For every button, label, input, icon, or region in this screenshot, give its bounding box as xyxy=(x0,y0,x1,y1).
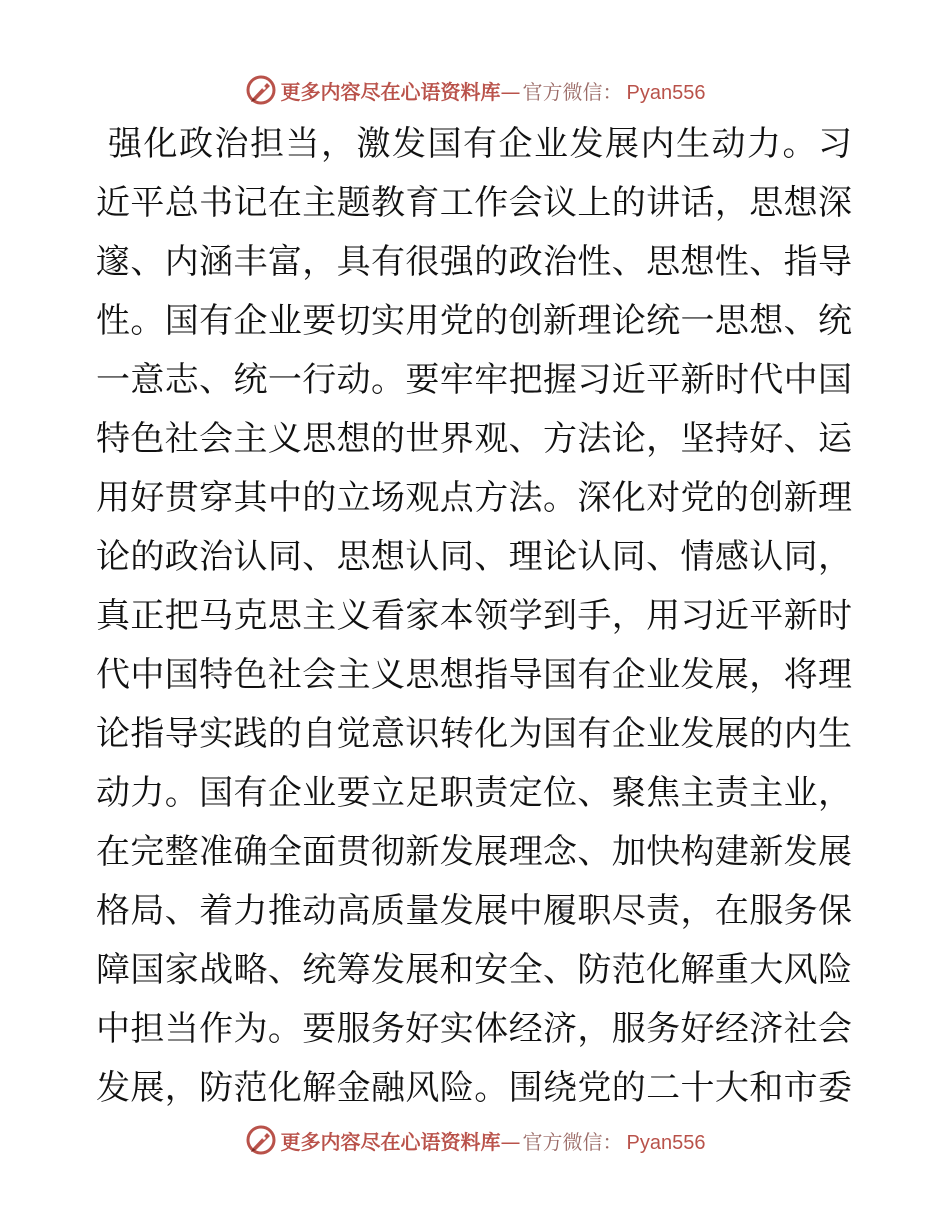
footer-wechat-id: Pyan556 xyxy=(626,1131,706,1154)
body-line: 代中国特色社会主义思想指导国有企业发展，将理 xyxy=(96,655,852,695)
body-line: 障国家战略、统筹发展和安全、防范化解重大风险 xyxy=(96,950,852,990)
header-colon: ： xyxy=(602,79,623,104)
body-line: 邃、内涵丰富，具有很强的政治性、思想性、指导 xyxy=(96,242,852,282)
body-line: 真正把马克思主义看家本领学到手，用习近平新时 xyxy=(96,596,852,636)
header-banner-text xyxy=(281,76,706,105)
footer-banner-text xyxy=(281,1126,706,1155)
footer-colon: ： xyxy=(602,1129,623,1154)
footer-separator: — xyxy=(500,1129,521,1154)
body-line: 强化政治担当，激发国有企业发展内生动力。习 xyxy=(108,124,852,164)
body-line: 论的政治认同、思想认同、理论认同、情感认同， xyxy=(96,537,852,577)
pen-logo-icon xyxy=(245,1124,277,1156)
header-wechat-label: 官方微信 xyxy=(522,79,603,104)
body-line: 性。国有企业要切实用党的创新理论统一思想、统 xyxy=(96,301,852,341)
body-line: 在完整准确全面贯彻新发展理念、加快构建新发展 xyxy=(96,832,852,872)
body-line: 论指导实践的自觉意识转化为国有企业发展的内生 xyxy=(96,714,852,754)
header-wechat-id: Pyan556 xyxy=(626,81,706,104)
header-banner xyxy=(0,70,950,110)
body-line: 格局、着力推动高质量发展中履职尽责，在服务保 xyxy=(96,891,852,931)
header-site-name: 更多内容尽在心语资料库 xyxy=(280,79,501,104)
header-separator: — xyxy=(500,79,521,104)
body-line: 特色社会主义思想的世界观、方法论，坚持好、运 xyxy=(96,419,852,459)
footer-site-name: 更多内容尽在心语资料库 xyxy=(280,1129,501,1154)
body-line: 用好贯穿其中的立场观点方法。深化对党的创新理 xyxy=(96,478,852,518)
body-line: 一意志、统一行动。要牢牢把握习近平新时代中国 xyxy=(96,360,852,400)
footer-banner xyxy=(0,1120,950,1160)
pen-logo-icon xyxy=(245,74,277,106)
document-body xyxy=(96,115,852,1118)
body-line: 中担当作为。要服务好实体经济，服务好经济社会 xyxy=(96,1009,852,1049)
footer-wechat-label: 官方微信 xyxy=(522,1129,603,1154)
body-line: 发展，防范化解金融风险。围绕党的二十大和市委 xyxy=(96,1068,852,1108)
body-line: 动力。国有企业要立足职责定位、聚焦主责主业， xyxy=(96,773,852,813)
body-line: 近平总书记在主题教育工作会议上的讲话，思想深 xyxy=(96,183,852,223)
